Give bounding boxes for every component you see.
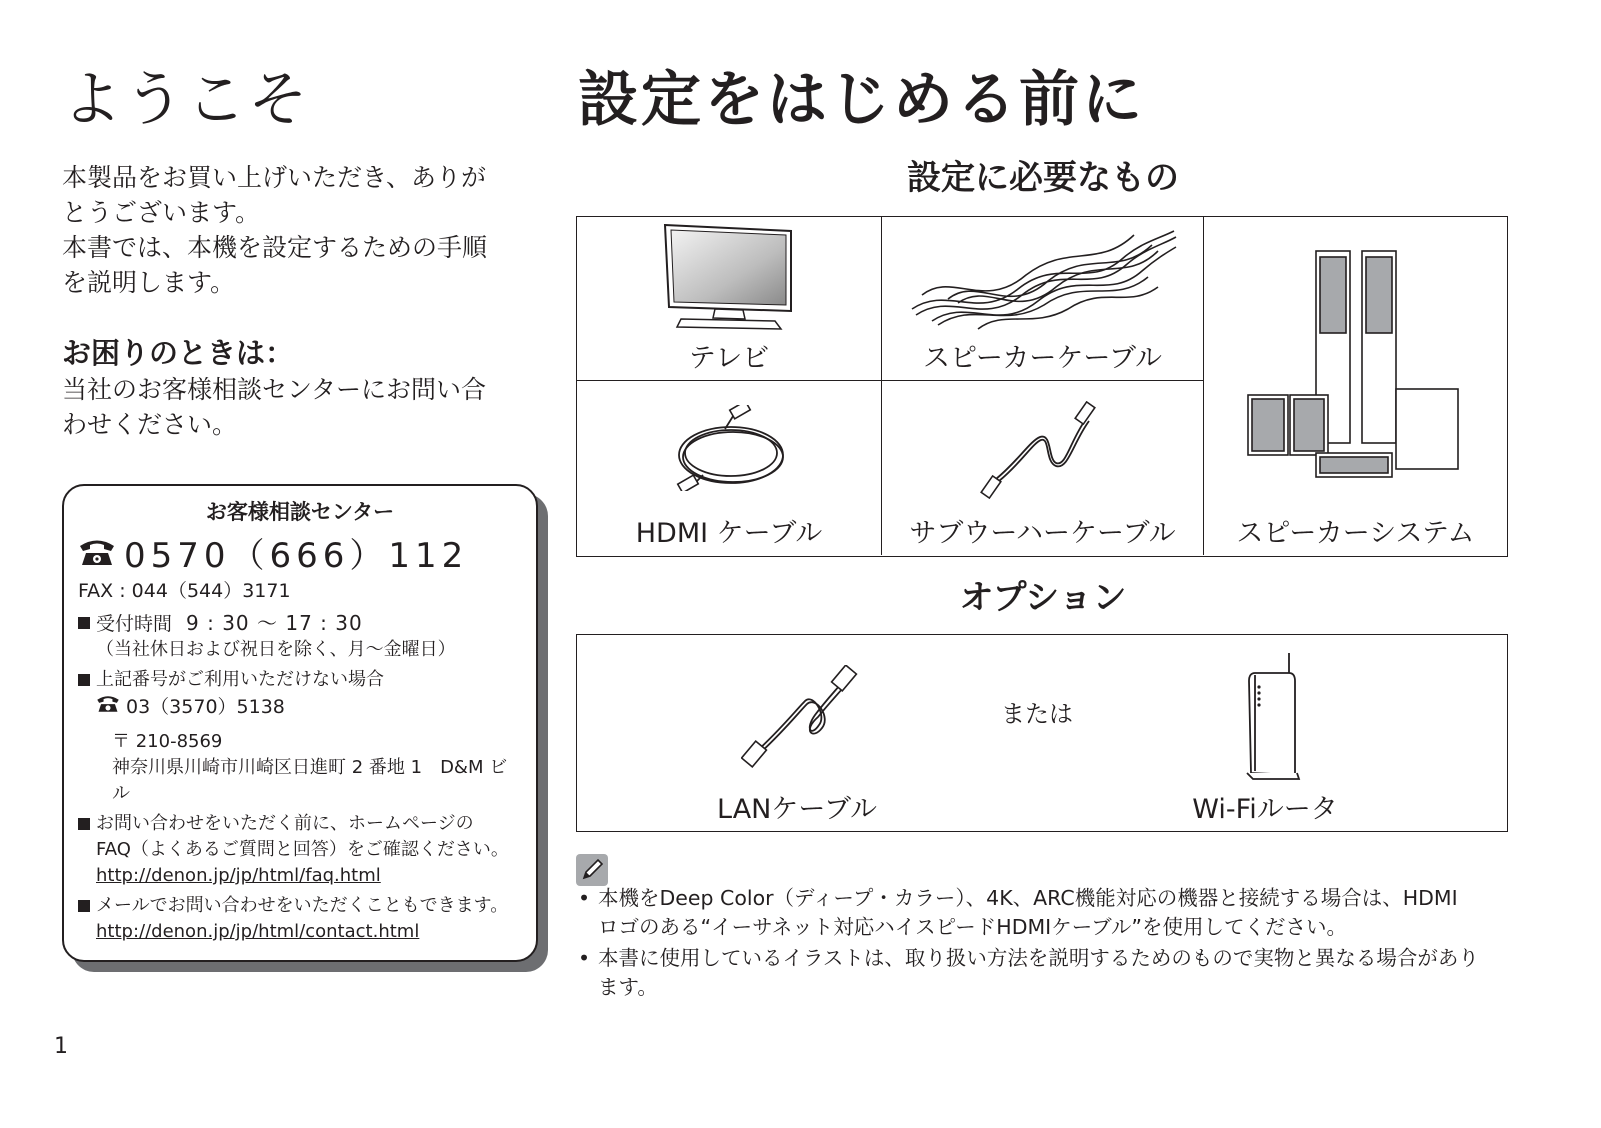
square-bullet-icon [78, 900, 90, 912]
speaker-system-icon [1244, 247, 1472, 483]
telephone-icon [78, 536, 116, 576]
bullet-icon: • [578, 946, 591, 970]
support-center-box [62, 484, 538, 962]
wifi-router-label: Wi-Fiルータ [1192, 794, 1338, 825]
tv-icon [663, 223, 795, 333]
pencil-note-icon [576, 854, 608, 886]
notes-list [578, 884, 1510, 1004]
square-bullet-icon [78, 674, 90, 686]
square-bullet-icon [78, 617, 90, 629]
subwoofer-cable-icon [978, 401, 1104, 501]
lan-cable-label: LANケーブル [717, 794, 877, 825]
wifi-router-icon [1245, 651, 1303, 781]
support-address: 〒 210-8569 神奈川県川崎市川崎区日進町 2 番地 1 D&M ビル [112, 731, 508, 804]
support-faq-item: お問い合わせをいただく前に、ホームページの FAQ（よくあるご質問と回答）をご確認ください。 http://denon.jp/jp/html/faq.html [78, 811, 522, 889]
main-phone-number: 0570（666）112 [78, 536, 522, 576]
alt-phone-number: 03（3570）5138 [96, 693, 522, 721]
speaker-system-label: スピーカーシステム [1236, 518, 1475, 549]
hdmi-cable-icon [673, 405, 789, 491]
contact-link[interactable]: http://denon.jp/jp/html/contact.html [96, 921, 420, 942]
fax-number: FAX : 044（544）3171 [78, 580, 291, 602]
hdmi-cable-label: HDMI ケーブル [635, 518, 823, 549]
help-heading: お困りのときは： [62, 336, 295, 370]
lan-cable-icon [741, 665, 861, 769]
support-alt-phone-item: 上記番号がご利用いただけない場合 03（3570）5138 [78, 667, 522, 721]
options-table [576, 634, 1508, 832]
tv-label: テレビ [688, 343, 770, 374]
square-bullet-icon [78, 818, 90, 830]
note-item: • 本機をDeep Color（ディープ・カラー）、4K、ARC機能対応の機器と接続する場合は、HDMI ロゴのある“イーサネット対応ハイスピードHDMIケーブル”を使用してください。 [578, 884, 1510, 942]
needed-item-speaker-cable [882, 217, 1204, 381]
support-title: お客様相談センター [205, 500, 395, 524]
subwoofer-cable-label: サブウーハーケーブル [909, 518, 1176, 549]
needed-item-speaker-system [1204, 217, 1507, 555]
needed-heading: 設定に必要なもの [907, 158, 1179, 198]
intro-text: 本製品をお買い上げいただき、ありが とうございます。 本書では、本機を設定するための手順 を説明します。 [62, 163, 488, 297]
needed-item-subwoofer-cable [882, 381, 1204, 555]
needed-item-tv [577, 217, 882, 381]
telephone-icon [96, 693, 126, 721]
support-mail-item: メールでお問い合わせをいただくこともできます。 http://denon.jp/jp/html/contact.html [78, 893, 522, 945]
speaker-cable-icon [908, 225, 1178, 333]
bullet-icon: • [578, 886, 591, 910]
help-text: 当社のお客様相談センターにお問い合 わせください。 [62, 375, 487, 439]
options-heading: オプション [959, 578, 1127, 618]
page-number: 1 [54, 1034, 68, 1059]
note-item: • 本書に使用しているイラストは、取り扱い方法を説明するためのもので実物と異なる場合があり ます。 [578, 944, 1510, 1002]
faq-link[interactable]: http://denon.jp/jp/html/faq.html [96, 865, 381, 886]
setup-title: 設定をはじめる前に [578, 65, 1145, 135]
speaker-cable-label: スピーカーケーブル [923, 343, 1162, 374]
needed-items-table [576, 216, 1508, 557]
needed-item-hdmi-cable [577, 381, 882, 555]
support-hours-item: 受付時間 9 : 30 ～ 17 : 30 （当社休日および祝日を除く、月～金曜日） [78, 610, 522, 663]
or-text: または [1001, 700, 1073, 728]
welcome-title: ようこそ [62, 65, 310, 135]
